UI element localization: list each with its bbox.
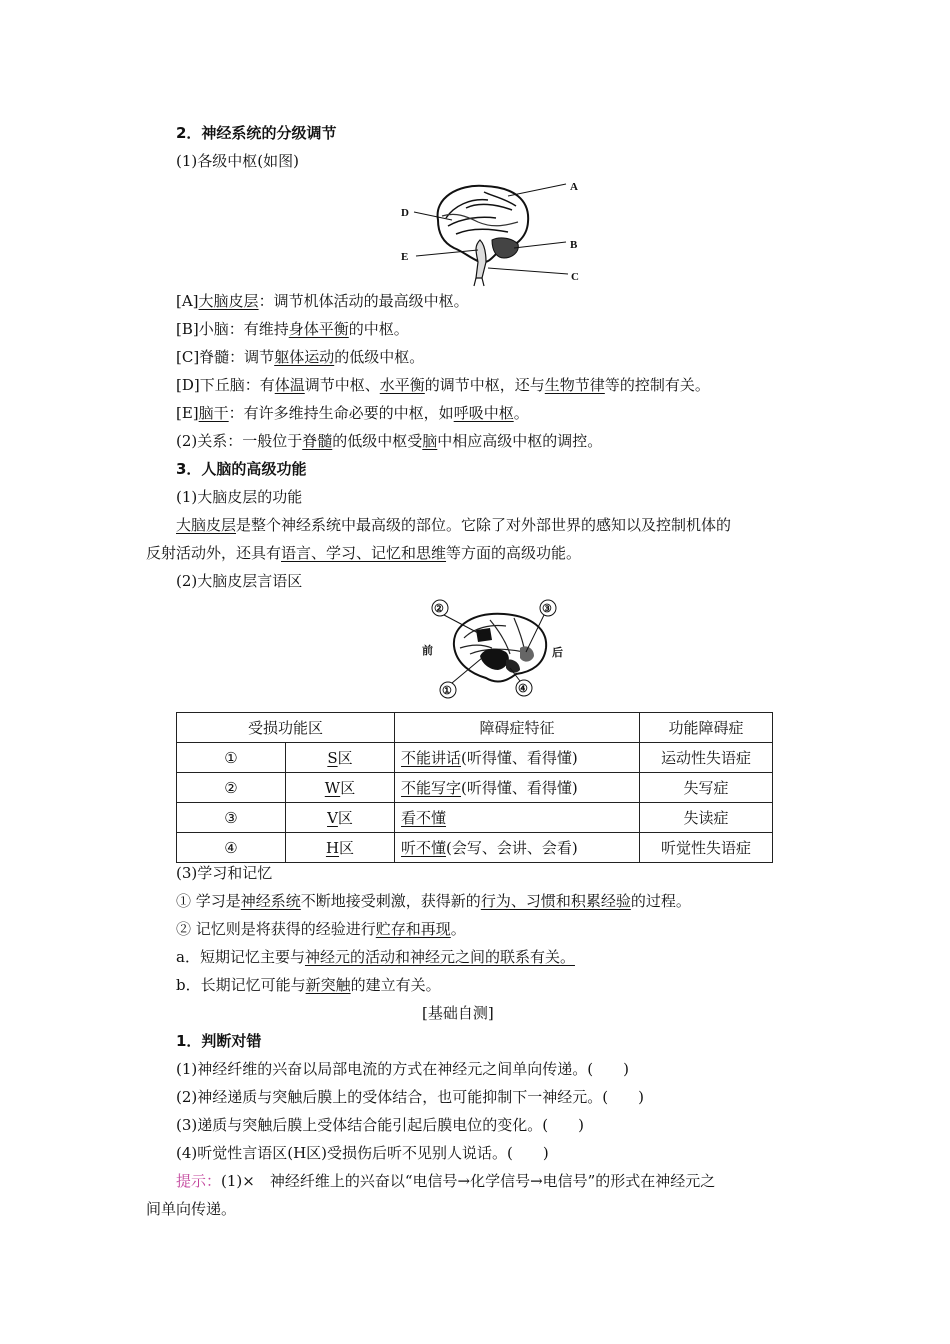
brain-figure-speech-areas — [420, 598, 570, 702]
label-e: E — [401, 251, 409, 263]
table-cell-disorder: 听觉性失语症 — [640, 833, 773, 863]
subsection-cortex-function: (1)大脑皮层的功能 — [176, 488, 303, 506]
label-b: B — [570, 239, 578, 251]
marker-4: ④ — [518, 683, 528, 695]
speech-area-table — [176, 712, 773, 863]
marker-2: ② — [434, 603, 444, 615]
question-3: (3)递质与突触后膜上受体结合能引起后膜电位的变化。( ) — [176, 1116, 584, 1134]
marker-1: ① — [442, 685, 452, 697]
question-1: (1)神经纤维的兴奋以局部电流的方式在神经元之间单向传递。( ) — [176, 1060, 629, 1078]
table-cell-num: ③ — [177, 803, 286, 833]
label-c: C — [571, 271, 579, 283]
hint-label: 提示： — [176, 1172, 222, 1190]
label-d: D — [401, 207, 409, 219]
table-cell-num: ① — [177, 743, 286, 773]
line-memory: ② 记忆则是将获得的经验进行贮存和再现。 — [176, 920, 466, 938]
question-4: (4)听觉性言语区(H区)受损伤后听不见别人说话。( ) — [176, 1144, 549, 1162]
line-b-cerebellum: [B]小脑：有维持身体平衡的中枢。 — [176, 320, 409, 338]
table-header: 功能障碍症 — [640, 713, 773, 743]
line-c-spinal-cord: [C]脊髓：调节躯体运动的低级中枢。 — [176, 348, 425, 366]
subsection-learning-memory: (3)学习和记忆 — [176, 864, 273, 882]
table-cell-num: ② — [177, 773, 286, 803]
section-3-title: 3．人脑的高级功能 — [176, 460, 307, 478]
subsection-speech-areas: (2)大脑皮层言语区 — [176, 572, 303, 590]
paragraph-cortex-1: 大脑皮层是整个神经系统中最高级的部位。它除了对外部世界的感知以及控制机体的 — [176, 516, 732, 534]
table-row — [177, 773, 773, 803]
table-cell-feature: 听不懂(会写、会讲、会看) — [395, 833, 640, 863]
marker-3: ③ — [542, 603, 552, 615]
hint-line-cont: 间单向传递。 — [146, 1200, 237, 1218]
brain-figure-levels — [396, 178, 586, 288]
table-header: 受损功能区 — [177, 713, 395, 743]
table-cell-disorder: 失读症 — [640, 803, 773, 833]
table-cell-feature: 不能写字(听得懂、看得懂) — [395, 773, 640, 803]
table-cell-area: V区 — [286, 803, 395, 833]
table-cell-area: W区 — [286, 773, 395, 803]
table-header: 障碍症特征 — [395, 713, 640, 743]
line-relation: (2)关系：一般位于脊髓的低级中枢受脑中相应高级中枢的调控。 — [176, 432, 603, 450]
table-row — [177, 803, 773, 833]
label-front: 前 — [422, 645, 433, 657]
line-learning: ① 学习是神经系统不断地接受刺激，获得新的行为、习惯和积累经验的过程。 — [176, 892, 691, 910]
paragraph-cortex-2: 反射活动外，还具有语言、学习、记忆和思维等方面的高级功能。 — [146, 544, 582, 562]
hint-line — [176, 1170, 715, 1192]
table-header-row — [177, 713, 773, 743]
section-2-title: 2．神经系统的分级调节 — [176, 124, 337, 142]
table-cell-area: H区 — [286, 833, 395, 863]
table-cell-area: S区 — [286, 743, 395, 773]
question-group-title: 1．判断对错 — [176, 1032, 262, 1050]
hint-text: (1)× 神经纤维上的兴奋以“电信号→化学信号→电信号”的形式在神经元之 — [221, 1172, 716, 1190]
subsection-centers: (1)各级中枢(如图) — [176, 152, 299, 170]
table-cell-feature: 看不懂 — [395, 803, 640, 833]
table-row — [177, 743, 773, 773]
line-d-hypothalamus: [D]下丘脑：有体温调节中枢、水平衡的调节中枢，还与生物节律等的控制有关。 — [176, 376, 710, 394]
table-cell-feature: 不能讲话(听得懂、看得懂) — [395, 743, 640, 773]
line-a-cortex: [A]大脑皮层：调节机体活动的最高级中枢。 — [176, 292, 469, 310]
line-long-term-memory: b．长期记忆可能与新突触的建立有关。 — [176, 976, 441, 994]
self-test-heading: [基础自测] — [422, 1004, 494, 1022]
table-cell-disorder: 运动性失语症 — [640, 743, 773, 773]
label-a: A — [570, 181, 578, 193]
table-cell-num: ④ — [177, 833, 286, 863]
label-back: 后 — [552, 647, 563, 659]
question-2: (2)神经递质与突触后膜上的受体结合，也可能抑制下一神经元。( ) — [176, 1088, 644, 1106]
table-cell-disorder: 失写症 — [640, 773, 773, 803]
table-row — [177, 833, 773, 863]
line-e-brainstem: [E]脑干：有许多维持生命必要的中枢，如呼吸中枢。 — [176, 404, 529, 422]
line-short-term-memory: a．短期记忆主要与神经元的活动和神经元之间的联系有关。 — [176, 948, 575, 966]
